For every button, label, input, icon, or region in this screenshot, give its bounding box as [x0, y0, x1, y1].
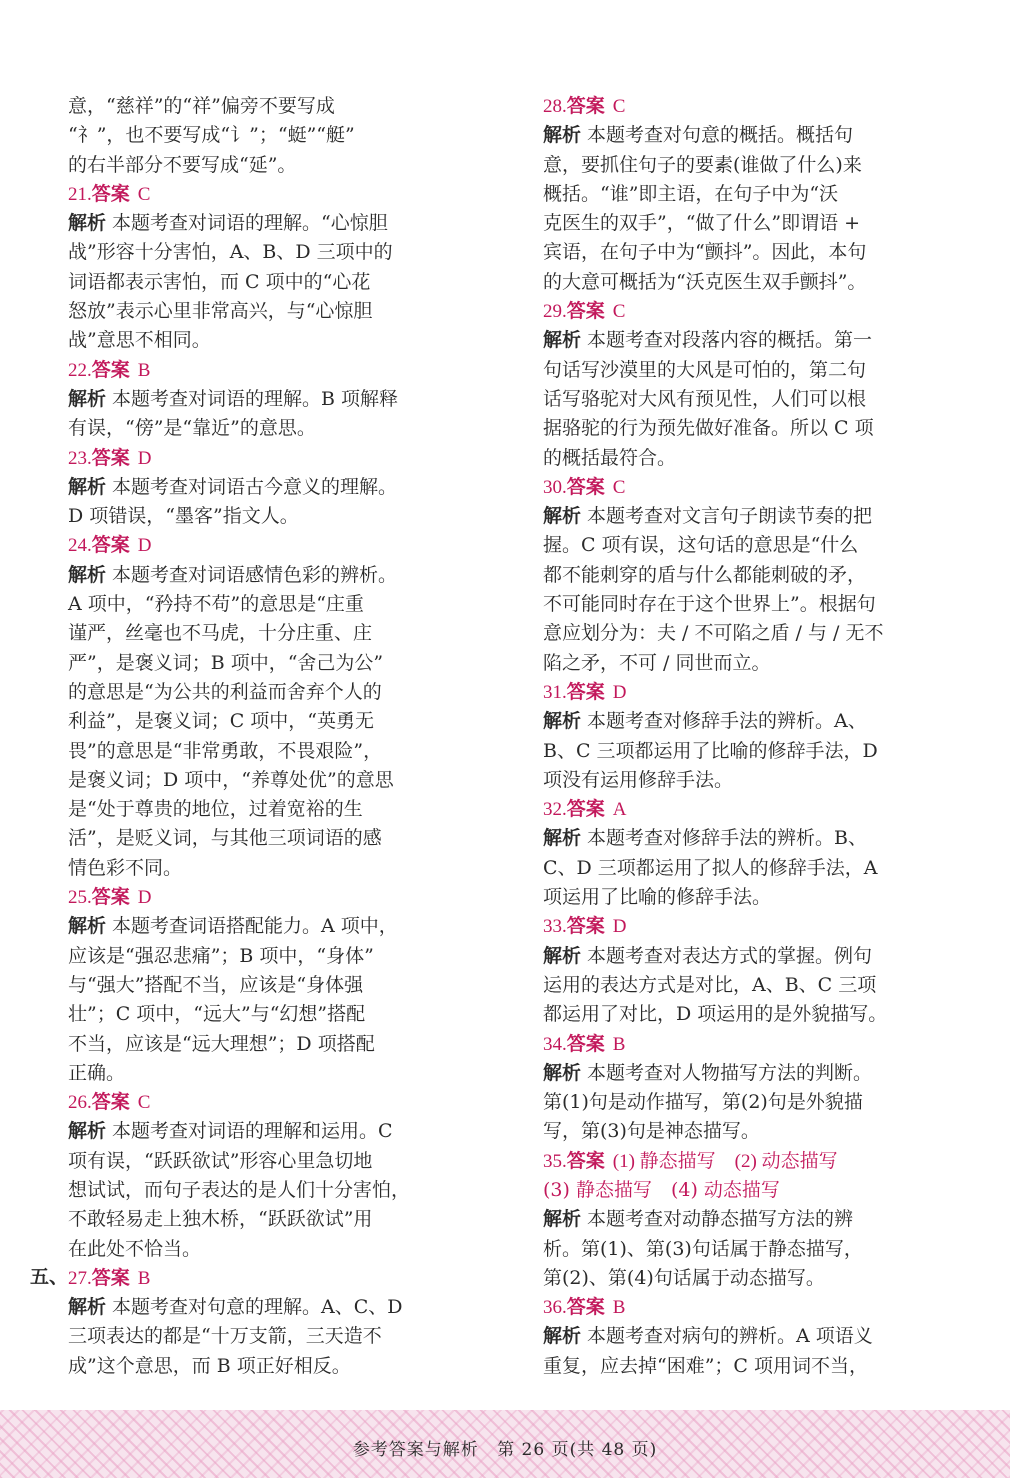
question-number: 24.: [68, 535, 92, 557]
answer-tag: 答案: [566, 798, 605, 821]
answer-value: B: [612, 1033, 626, 1055]
text-line: 有误，“傍”是“靠近”的意思。: [68, 417, 316, 440]
analysis-label: 解析: [68, 387, 107, 410]
text-line: 握。C 项有误，这句话的意思是“什么: [543, 534, 859, 557]
analysis-text: 本题考查对词语的理解。“心惊胆: [112, 212, 388, 235]
analysis-line: [68, 209, 440, 238]
answer-line: [543, 1147, 913, 1176]
answer-line: [68, 444, 440, 473]
answer-continuation: [543, 1176, 913, 1205]
analysis-line: [543, 326, 913, 355]
answer-tag: 答案: [91, 886, 130, 909]
answer-value: D: [137, 887, 152, 909]
text-line: 三项表达的都是“十万支箭，三天造不: [68, 1325, 382, 1348]
analysis-line: [543, 502, 913, 531]
analysis-label: 解析: [543, 505, 582, 528]
answer-line: [68, 356, 440, 385]
text-line: 与“强大”搭配不当，应该是“身体强: [68, 973, 364, 996]
answer-tag: 答案: [566, 475, 605, 498]
analysis-line: [543, 1322, 913, 1351]
analysis-line: [543, 1205, 913, 1234]
analysis-line: [68, 1117, 440, 1146]
question-number: 30.: [543, 476, 567, 498]
text-line: 意应划分为：夫 / 不可陷之盾 / 与 / 无不: [543, 622, 884, 645]
analysis-line: [68, 561, 440, 590]
question-number: 32.: [543, 799, 567, 821]
analysis-text: 本题考查对修辞手法的辨析。B、: [587, 827, 867, 850]
analysis-text: 本题考查对词语感情色彩的辨析。: [112, 563, 398, 586]
text-line: 项没有运用修辞手法。: [543, 768, 734, 791]
text-line: 概括。“谁”即主语，在句子中为“沃: [543, 182, 839, 205]
analysis-label: 解析: [543, 1325, 582, 1348]
text-line: 宾语，在句子中为“颤抖”。因此，本句: [543, 241, 867, 264]
text-line: D 项错误，“墨客”指文人。: [68, 505, 299, 528]
text-line: 想试试，而句子表达的是人们十分害怕，: [68, 1178, 411, 1201]
analysis-label: 解析: [543, 1208, 582, 1231]
analysis-line: [68, 385, 440, 414]
analysis-text: 本题考查对词语的理解和运用。C: [112, 1120, 393, 1143]
text-line: 应该是“强忍悲痛”；B 项中，“身体”: [68, 944, 374, 967]
answer-line: [68, 1088, 440, 1117]
analysis-text: 本题考查对词语古今意义的理解。: [112, 475, 398, 498]
analysis-text: 本题考查对表达方式的掌握。例句: [587, 944, 873, 967]
text-line: 情色彩不同。: [68, 856, 183, 879]
analysis-line: [543, 942, 913, 971]
answer-tag: 答案: [566, 680, 605, 703]
analysis-line: [68, 1293, 440, 1322]
answer-tag: 答案: [91, 1266, 130, 1289]
answer-value: D: [612, 681, 627, 703]
analysis-label: 解析: [68, 212, 107, 235]
analysis-label: 解析: [68, 1120, 107, 1143]
text-line: 运用的表达方式是对比，A、B、C 三项: [543, 973, 877, 996]
text-line: 是“处于尊贵的地位，过着宽裕的生: [68, 798, 363, 821]
text-line: 第(2)、第(4)句话属于动态描写。: [543, 1266, 825, 1289]
text-line: 析。第(1)、第(3)句话属于静态描写，: [543, 1237, 863, 1260]
analysis-text: 本题考查词语搭配能力。A 项中，: [112, 915, 398, 938]
analysis-label: 解析: [543, 944, 582, 967]
analysis-line: [543, 121, 913, 150]
right-column: [543, 92, 913, 1381]
text-line: 都不能刺穿的盾与什么都能刺破的矛，: [543, 563, 867, 586]
text-line: 的右半部分不要写成“延”。: [68, 153, 297, 176]
analysis-line: [68, 912, 440, 941]
analysis-label: 解析: [68, 915, 107, 938]
answer-line: [543, 795, 913, 824]
answer-tag: 答案: [91, 534, 130, 557]
answer-tag: 答案: [566, 1149, 605, 1172]
answer-line: [68, 883, 440, 912]
text-line: 都运用了对比，D 项运用的是外貌描写。: [543, 1003, 888, 1026]
text-line: 是褒义词；D 项中，“养尊处优”的意思: [68, 768, 394, 791]
answer-value: D: [612, 916, 627, 938]
analysis-line: [543, 707, 913, 736]
answer-line: [543, 678, 913, 707]
question-number: 26.: [68, 1092, 92, 1114]
text-line: 不当，应该是“远大理想”；D 项搭配: [68, 1032, 375, 1055]
text-line: B、C 三项都运用了比喻的修辞手法，D: [543, 739, 878, 762]
analysis-label: 解析: [543, 710, 582, 733]
analysis-label: 解析: [543, 124, 582, 147]
text-line: C、D 三项都运用了拟人的修辞手法，A: [543, 856, 878, 879]
answer-line: [543, 912, 913, 941]
analysis-text: 本题考查对段落内容的概括。第一: [587, 329, 873, 352]
question-number: 35.: [543, 1150, 567, 1172]
question-number: 27.: [68, 1267, 92, 1289]
answer-value: (1) 静态描写 (2) 动态描写: [612, 1150, 838, 1172]
question-number: 25.: [68, 887, 92, 909]
answer-tag: 答案: [566, 915, 605, 938]
analysis-label: 解析: [543, 827, 582, 850]
answer-tag: 答案: [566, 300, 605, 323]
text-line: 项运用了比喻的修辞手法。: [543, 886, 772, 909]
answer-line: [543, 297, 913, 326]
answer-line: [68, 531, 440, 560]
answer-value: C: [137, 183, 151, 205]
answer-value: D: [137, 447, 152, 469]
answer-line: [543, 473, 913, 502]
answer-tag: 答案: [91, 446, 130, 469]
text-line: 严”，是褒义词；B 项中，“舍己为公”: [68, 651, 384, 674]
answer-tag: 答案: [91, 182, 130, 205]
question-number: 23.: [68, 447, 92, 469]
answer-value: (3) 静态描写 (4) 动态描写: [543, 1178, 780, 1201]
answer-value: C: [612, 476, 626, 498]
analysis-text: 本题考查对句意的概括。概括句: [587, 124, 854, 147]
page-footer: [0, 1410, 1010, 1478]
footer-text: [0, 1435, 1010, 1460]
question-number: 22.: [68, 359, 92, 381]
text-line: 在此处不恰当。: [68, 1237, 202, 1260]
analysis-text: 本题考查对病句的辨析。A 项语义: [587, 1325, 873, 1348]
text-line: 的意思是“为公共的利益而舍弃个人的: [68, 680, 382, 703]
text-line: 意，“慈祥”的“祥”偏旁不要写成: [68, 95, 335, 117]
question-number: 29.: [543, 301, 567, 323]
question-number: 31.: [543, 681, 567, 703]
text-line: 畏”的意思是“非常勇敢，不畏艰险”，: [68, 739, 383, 762]
question-number: 33.: [543, 916, 567, 938]
analysis-label: 解析: [543, 329, 582, 352]
question-number: 28.: [543, 96, 567, 117]
analysis-text: 本题考查对句意的理解。A、C、D: [112, 1296, 403, 1319]
answer-value: D: [137, 535, 152, 557]
answer-value: B: [137, 359, 151, 381]
answer-line: [543, 1030, 913, 1059]
text-line: 话写骆驼对大风有预见性，人们可以根: [543, 387, 867, 410]
analysis-text: 本题考查对动静态描写方法的辨: [587, 1208, 854, 1231]
text-line: 写，第(3)句是神态描写。: [543, 1120, 760, 1143]
text-line: 的概括最符合。: [543, 446, 677, 469]
text-line: 项有误，“跃跃欲试”形容心里急切地: [68, 1149, 373, 1172]
answer-value: C: [612, 96, 626, 117]
left-column: [68, 92, 440, 1381]
text-line: 意，要抓住句子的要素(谁做了什么)来: [543, 153, 862, 176]
answer-tag: 答案: [566, 1296, 605, 1319]
text-line: 战”意思不相同。: [68, 329, 211, 352]
text-line: 活”，是贬义词，与其他三项词语的感: [68, 827, 382, 850]
answer-value: A: [612, 799, 627, 821]
text-line: 战”形容十分害怕，A、B、D 三项中的: [68, 241, 393, 264]
text-line: 成”这个意思，而 B 项正好相反。: [68, 1354, 351, 1377]
analysis-text: 本题考查对文言句子朗读节奏的把: [587, 505, 873, 528]
analysis-label: 解析: [543, 1061, 582, 1084]
text-line: 不可能同时存在于这个世界上”。根据句: [543, 593, 876, 616]
text-line: 利益”，是褒义词；C 项中，“英勇无: [68, 710, 375, 733]
analysis-label: 解析: [68, 563, 107, 586]
question-number: 34.: [543, 1033, 567, 1055]
footer-page-number: 第 26 页(共 48 页): [497, 1440, 658, 1460]
text-line: “礻”，也不要写成“讠”；“蜓”“艇”: [68, 124, 355, 147]
analysis-text: 本题考查对人物描写方法的判断。: [587, 1061, 873, 1084]
text-line: 正确。: [68, 1061, 126, 1084]
text-line: 的大意可概括为“沃克医生双手颤抖”。: [543, 270, 867, 293]
analysis-label: 解析: [68, 1296, 107, 1319]
answer-tag: 答案: [91, 358, 130, 381]
text-line: 句话写沙漠里的大风是可怕的，第二句: [543, 358, 867, 381]
answer-tag: 答案: [566, 95, 605, 117]
answer-line: [68, 180, 440, 209]
analysis-label: 解析: [68, 475, 107, 498]
section-marker: 五、: [30, 1266, 69, 1288]
text-line: 克医生的双手”，“做了什么”即谓语 +: [543, 212, 861, 235]
analysis-line: [68, 473, 440, 502]
answer-tag: 答案: [566, 1032, 605, 1055]
text-line: 陷之矛，不可 / 同世而立。: [543, 651, 771, 674]
analysis-text: 本题考查对修辞手法的辨析。A、: [587, 710, 867, 733]
answer-value: C: [612, 301, 626, 323]
analysis-line: [543, 1059, 913, 1088]
text-line: 据骆驼的行为预先做好准备。所以 C 项: [543, 417, 874, 440]
text-line: 不敢轻易走上独木桥，“跃跃欲试”用: [68, 1208, 373, 1231]
question-number: 36.: [543, 1297, 567, 1319]
answer-tag: 答案: [91, 1091, 130, 1114]
answer-value: C: [137, 1092, 151, 1114]
text-line: 怒放”表示心里非常高兴，与“心惊胆: [68, 300, 373, 323]
text-line: 壮”；C 项中，“远大”与“幻想”搭配: [68, 1003, 366, 1026]
answer-value: B: [612, 1297, 626, 1319]
analysis-text: 本题考查对词语的理解。B 项解释: [112, 387, 399, 410]
footer-title: 参考答案与解析: [352, 1440, 479, 1460]
text-line: A 项中，“矜持不苟”的意思是“庄重: [68, 593, 364, 616]
question-number: 21.: [68, 183, 92, 205]
text-line: 第(1)句是动作描写，第(2)句是外貌描: [543, 1091, 863, 1114]
answer-line: [68, 1264, 440, 1293]
text-line: 谨严，丝毫也不马虎，十分庄重、庄: [68, 622, 373, 645]
answer-line: [543, 1293, 913, 1322]
text-line: 重复，应去掉“困难”；C 项用词不当，: [543, 1354, 869, 1377]
text-line: 词语都表示害怕，而 C 项中的“心花: [68, 270, 371, 293]
answer-line: [543, 92, 913, 121]
analysis-line: [543, 824, 913, 853]
answer-value: B: [137, 1267, 151, 1289]
